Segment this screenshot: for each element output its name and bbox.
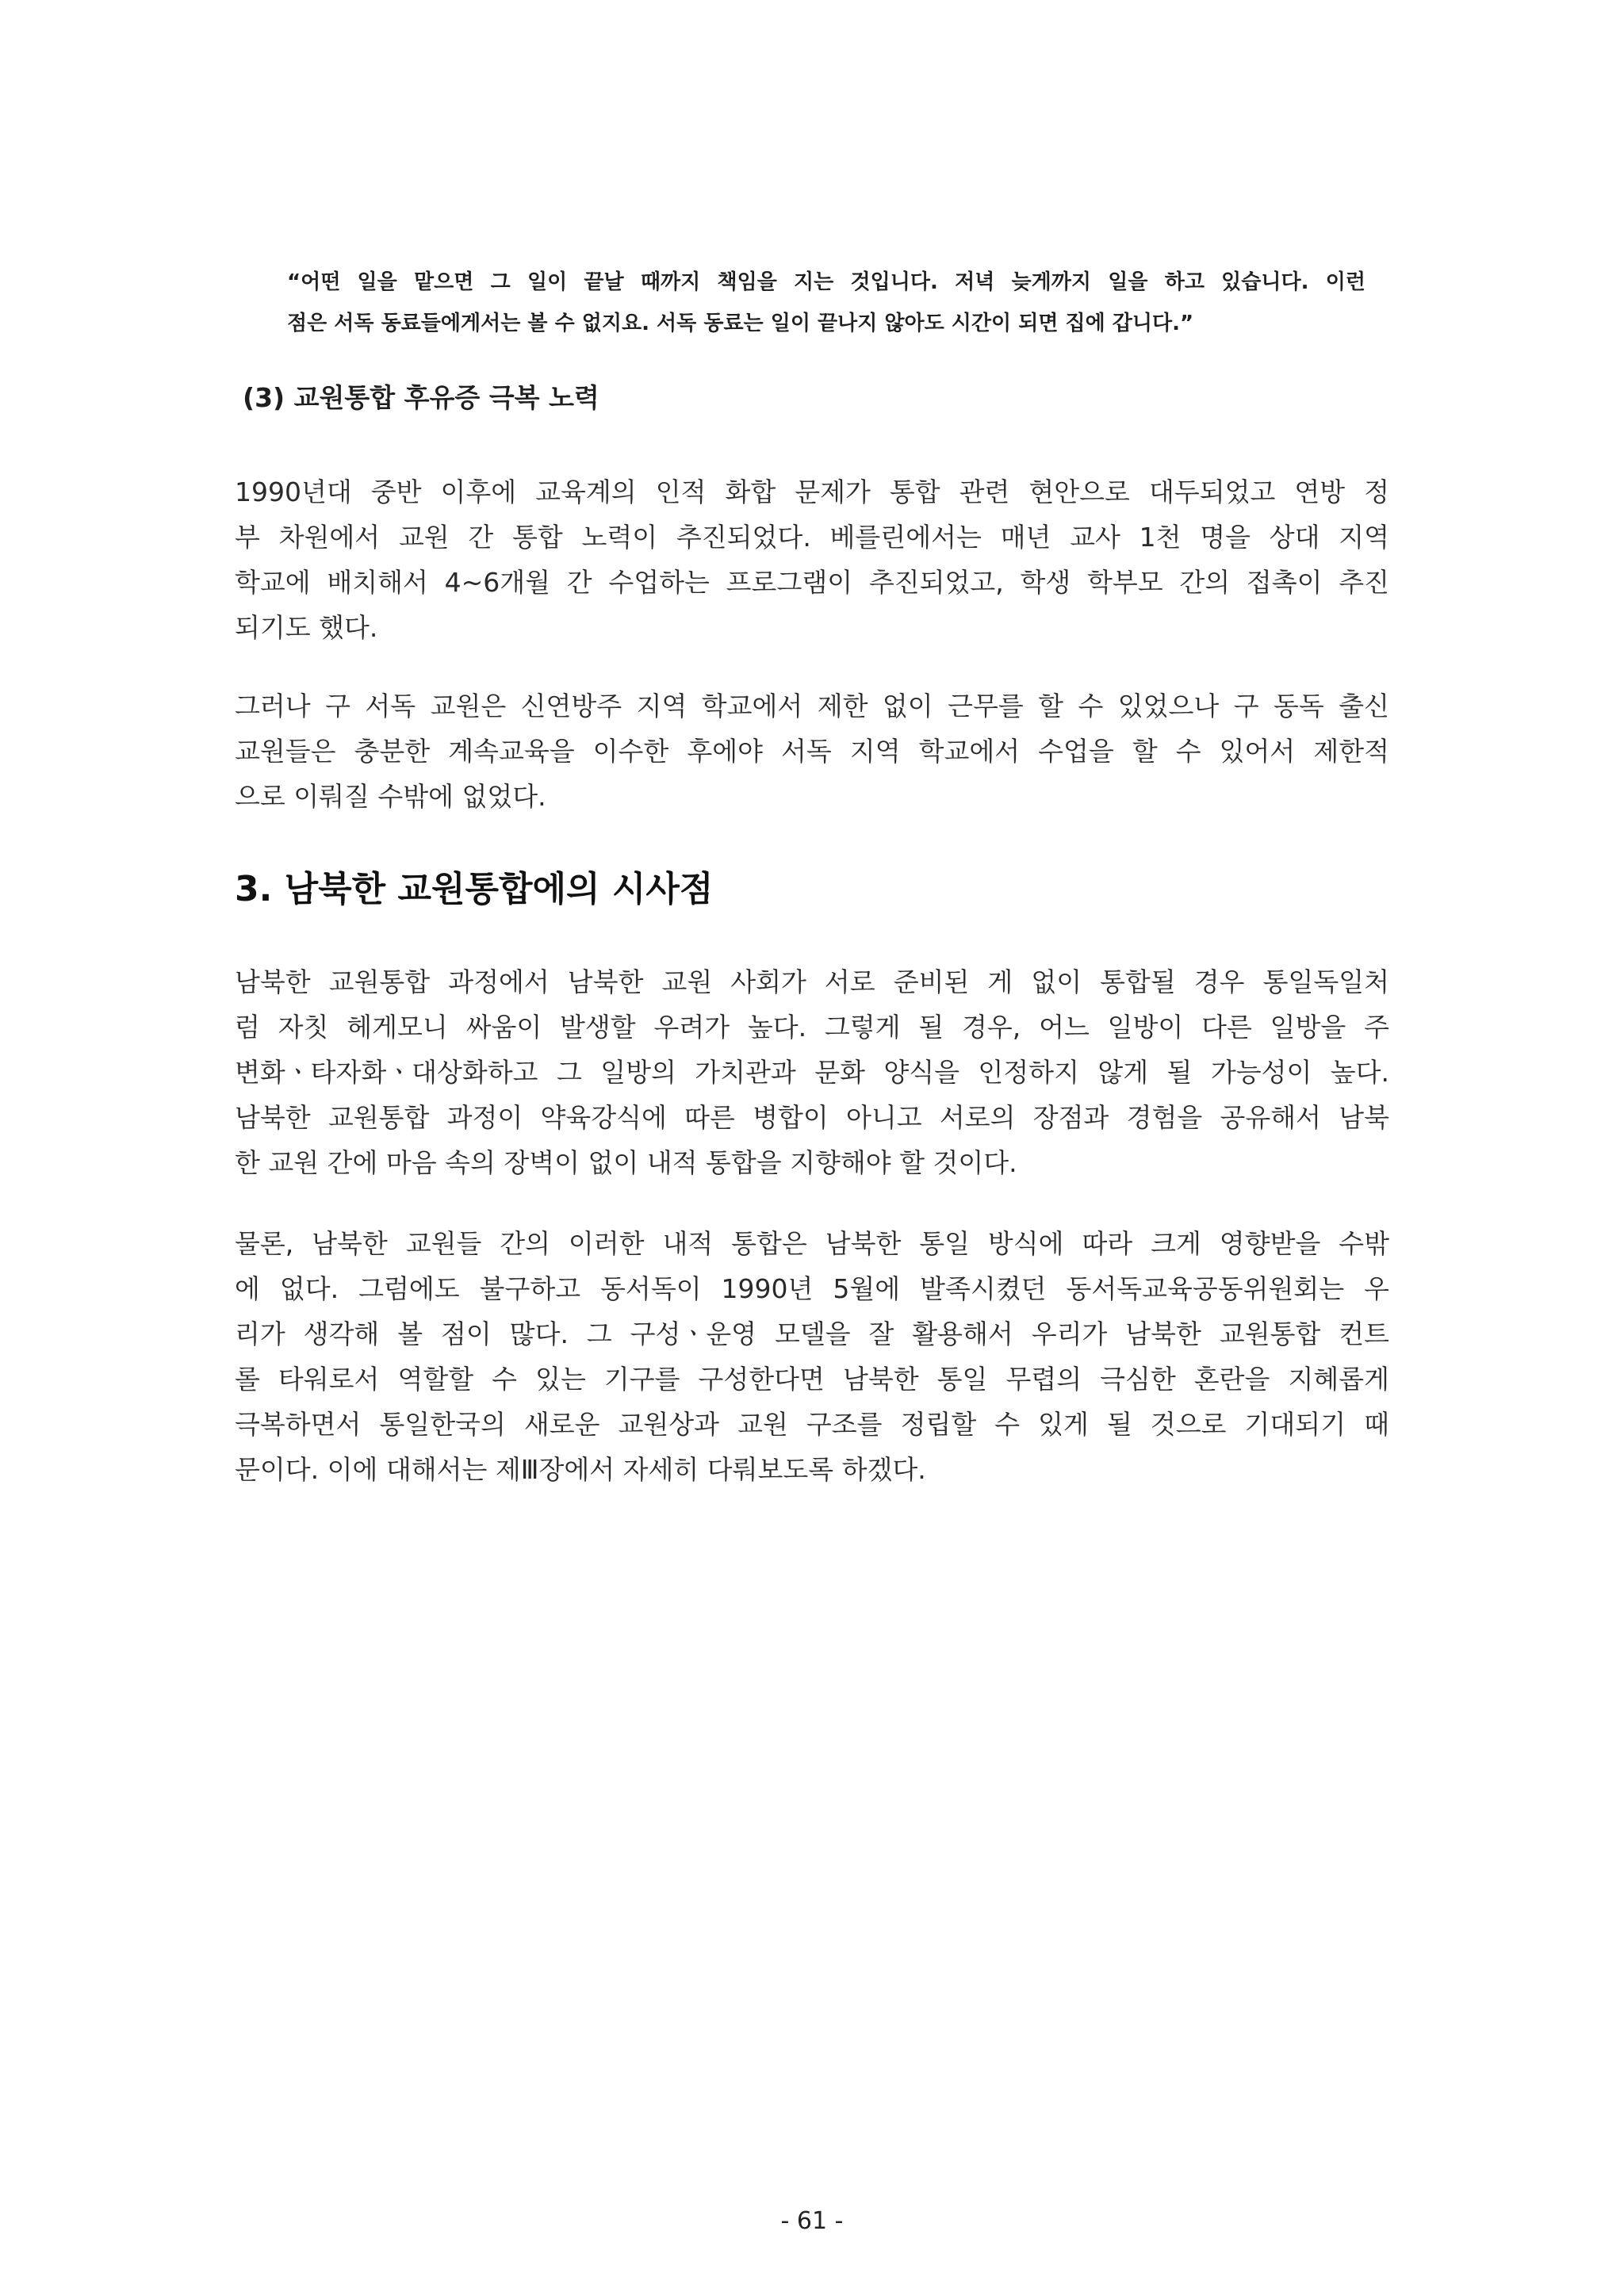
paragraph-2 [235,683,1389,819]
paragraph-2-line-2: 교원들은 충분한 계속교육을 이수한 후에야 서독 지역 학교에서 수업을 할 수 있어서 제한적 [235,736,1389,767]
interview-quote [287,262,1365,344]
paragraph-4-line-6: 문이다. 이에 대해서는 제Ⅲ장에서 자세히 다뤄보도록 하겠다. [235,1454,926,1485]
subsection-heading: (3) 교원통합 후유증 극복 노력 [243,382,599,413]
paragraph-3-line-2: 럼 자칫 헤게모니 싸움이 발생할 우려가 높다. 그렇게 될 경우, 어느 일방이 다른 일방을 주 [235,1012,1389,1043]
paragraph-1-line-1: 1990년대 중반 이후에 교육계의 인적 화합 문제가 통합 관련 현안으로 대두되었고 연방 정 [235,476,1389,507]
quote-line-1: “어떤 일을 맡으면 그 일이 끝날 때까지 책임을 지는 것입니다. 저녁 늦게까지 일을 하고 있습니다. 이런 [287,270,1365,294]
paragraph-2-line-1: 그러나 구 서독 교원은 신연방주 지역 학교에서 제한 없이 근무를 할 수 있었으나 구 동독 출신 [235,691,1389,721]
paragraph-1-line-2: 부 차원에서 교원 간 통합 노력이 추진되었다. 베를린에서는 매년 교사 1천 명을 상대 지역 [235,522,1389,553]
paragraph-1-line-4: 되기도 했다. [235,612,378,643]
paragraph-3 [235,959,1389,1185]
paragraph-4 [235,1221,1389,1492]
page-number: - 61 - [780,2207,844,2235]
paragraph-3-line-3: 변화ㆍ타자화ㆍ대상화하고 그 일방의 가치관과 문화 양식을 인정하지 않게 될 가능성이 높다. [235,1057,1389,1088]
paragraph-1 [235,469,1389,650]
paragraph-4-line-1: 물론, 남북한 교원들 간의 이러한 내적 통합은 남북한 통일 방식에 따라 크게 영향받을 수밖 [235,1228,1389,1259]
paragraph-4-line-2: 에 없다. 그럼에도 불구하고 동서독이 1990년 5월에 발족시켰던 동서독교육공동위원회는 우 [235,1273,1389,1304]
paragraph-4-line-4: 롤 타워로서 역할할 수 있는 기구를 구성한다면 남북한 통일 무렵의 극심한 혼란을 지혜롭게 [235,1364,1389,1395]
paragraph-4-line-5: 극복하면서 통일한국의 새로운 교원상과 교원 구조를 정립할 수 있게 될 것으로 기대되기 때 [235,1409,1389,1440]
paragraph-1-line-3: 학교에 배치해서 4~6개월 간 수업하는 프로그램이 추진되었고, 학생 학부모 간의 접촉이 추진 [235,567,1389,598]
quote-line-2: 점은 서독 동료들에게서는 볼 수 없지요. 서독 동료는 일이 끝나지 않아도 시간이 되면 집에 갑니다.” [287,312,1194,335]
section-heading: 3. 남북한 교원통합에의 시사점 [235,869,714,909]
paragraph-3-line-1: 남북한 교원통합 과정에서 남북한 교원 사회가 서로 준비된 게 없이 통합될 경우 통일독일처 [235,966,1389,997]
paragraph-2-line-3: 으로 이뤄질 수밖에 없었다. [235,781,546,812]
paragraph-4-line-3: 리가 생각해 볼 점이 많다. 그 구성ㆍ운영 모델을 잘 활용해서 우리가 남북한 교원통합 컨트 [235,1318,1389,1349]
paragraph-3-line-5: 한 교원 간에 마음 속의 장벽이 없이 내적 통합을 지향해야 할 것이다. [235,1147,1017,1178]
paragraph-3-line-4: 남북한 교원통합 과정이 약육강식에 따른 병합이 아니고 서로의 장점과 경험을 공유해서 남북 [235,1102,1389,1133]
